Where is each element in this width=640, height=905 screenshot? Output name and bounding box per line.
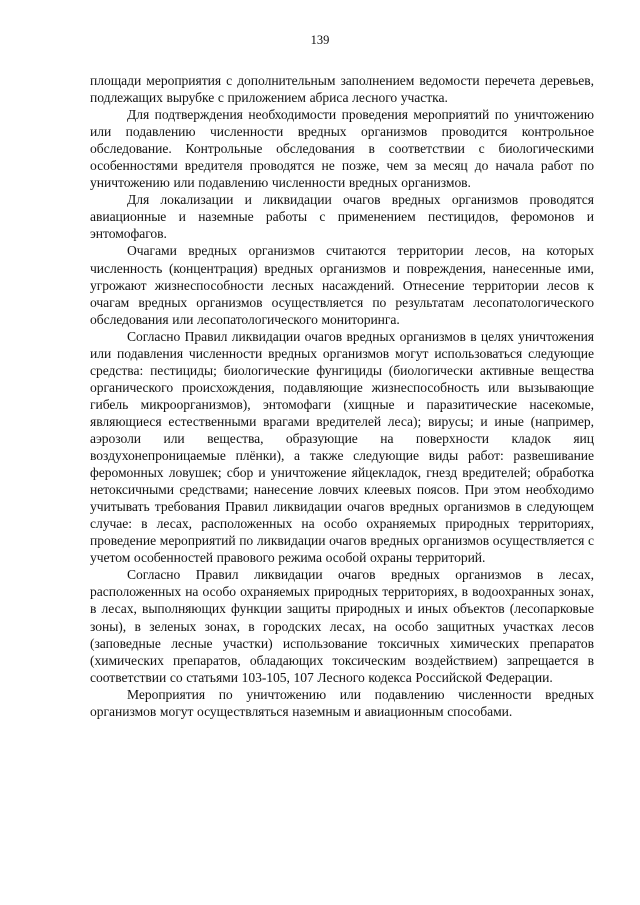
paragraph-control-survey: Для подтверждения необходимости проведения мероприятий по уничтожению или подавлению численности вредных организмов проводится контрольное обследование. Контрольные обследования в соответствии с биологическими особенностями вредителя проводятся не позже, чем за месяц до начала работ по уничтожению или подавлению численности вредных организмов. [90, 107, 594, 191]
paragraph-continuation: площади мероприятия с дополнительным заполнением ведомости перечета деревьев, подлежащих вырубке с приложением абриса лесного участка. [90, 73, 594, 106]
paragraph-protected-areas: Согласно Правил ликвидации очагов вредных организмов в лесах, расположенных на особо охраняемых природных территориях, в водоохранных зонах, в лесах, выполняющих функции защиты природных и иных объектов (лесопарковые зоны), в зеленых зонах, в городских лесах, на особо защитных участках лесов (заповедные лесные участки) использование токсичных химических препаратов (химических препаратов, обладающих токсическим воздействием) запрещается в соответствии со статьями 103-105, 107 Лесного кодекса Российской Федерации. [90, 567, 594, 685]
paragraph-methods: Мероприятия по уничтожению или подавлению численности вредных организмов могут осуществляться наземным и авиационным способами. [90, 686, 594, 719]
paragraph-foci-definition: Очагами вредных организмов считаются территории лесов, на которых численность (концентрация) вредных организмов и повреждения, нанесенные ими, угрожают жизнеспособности лесных насаждений. Отнесение территории лесов к очагам вредных организмов осуществляется по результатам лесопатологического обследования или лесопатологического мониторинга. [90, 243, 594, 327]
paragraph-localization: Для локализации и ликвидации очагов вредных организмов проводятся авиационные и наземные работы с применением пестицидов, феромонов и энтомофагов. [90, 192, 594, 242]
body-text [90, 72, 594, 720]
page-number: 139 [310, 33, 330, 47]
paragraph-means-of-control: Согласно Правил ликвидации очагов вредных организмов в целях уничтожения или подавления численности вредных организмов могут использоваться следующие средства: пестициды; биологические фунгициды (биологически активные вещества органического происхождения, подавляющие жизнеспособность или вызывающие гибель микроорганизмов), энтомофаги (хищные и паразитические насекомые, являющиеся естественными врагами вредителей леса); вирусы; и иные (например, аэрозоли или вещества, образующие на поверхности кладок яиц воздухонепроницаемые плёнки), а также следующие виды работ: развешивание феромонных ловушек; сбор и уничтожение яйцекладок, гнезд вредителей; обработка нетоксичными средствами; нанесение ловчих клеевых поясов. При этом необходимо учитывать требования Правил ликвидации очагов вредных организмов в следующем случае: в лесах, расположенных на особо охраняемых природных территориях, проведение мероприятий по ликвидации очагов вредных организмов осуществляется с учетом особенностей правового режима особой охраны территорий. [90, 328, 594, 566]
